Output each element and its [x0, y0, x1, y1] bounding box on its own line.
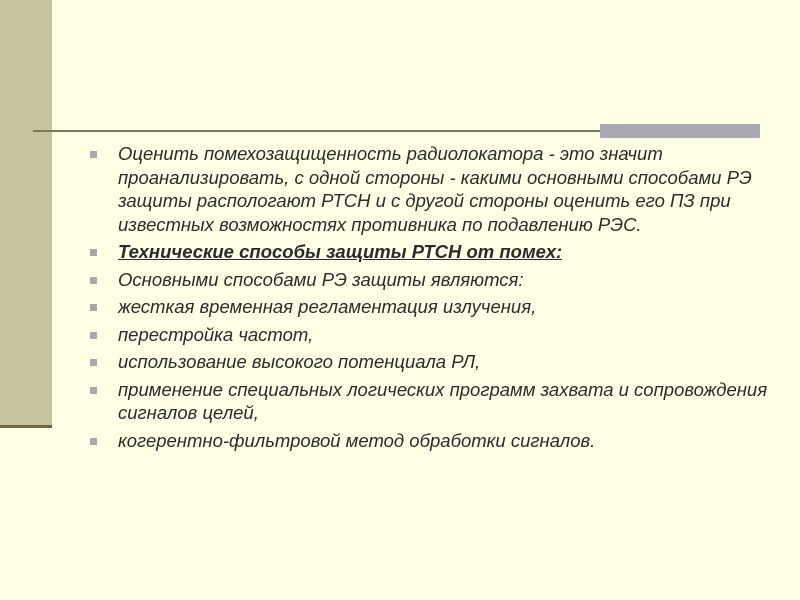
- bullet-item: [90, 268, 770, 292]
- bullet-text: перестройка частот,: [118, 323, 314, 345]
- bullet-item: [90, 429, 770, 453]
- bullet-item: [90, 378, 770, 425]
- bullet-square-icon: [90, 438, 97, 445]
- bullet-square-icon: [90, 277, 97, 284]
- bullet-square-icon: [90, 387, 97, 394]
- bullet-item: [90, 350, 770, 374]
- bullet-item: [90, 240, 770, 264]
- bullet-square-icon: [90, 249, 97, 256]
- side-accent-bar-edge: [0, 425, 52, 428]
- bullet-square-icon: [90, 304, 97, 311]
- bullet-text: Основными способами РЭ защиты являются:: [118, 268, 524, 290]
- bullet-item: [90, 295, 770, 319]
- bullet-text: применение специальных логических программ захвата и сопровождения сигналов целей,: [118, 378, 768, 423]
- bullet-square-icon: [90, 151, 97, 158]
- bullet-text: использование высокого потенциала РЛ,: [118, 351, 481, 372]
- bullet-text: Оценить помехозащищенность радиолокатора - это значит проанализировать, с одной стороны - какими основными способами РЭ защиты распологают РТСН и с другой стороны оценить его ПЗ при известных возможностях противника по подавлению РЭС.: [118, 143, 752, 235]
- title-divider-block: [600, 124, 760, 138]
- bullet-item: [90, 142, 770, 236]
- bullet-text: жесткая временная регламентация излучения,: [118, 296, 537, 317]
- bullet-list: [90, 142, 770, 456]
- bullet-item: [90, 323, 770, 347]
- bullet-text: когерентно-фильтровой метод обработки сигналов.: [118, 429, 596, 451]
- bullet-square-icon: [90, 359, 97, 366]
- side-accent-bar: [0, 0, 52, 425]
- bullet-heading-text: Технические способы защиты РТСН от помех:: [118, 241, 563, 262]
- bullet-square-icon: [90, 332, 97, 339]
